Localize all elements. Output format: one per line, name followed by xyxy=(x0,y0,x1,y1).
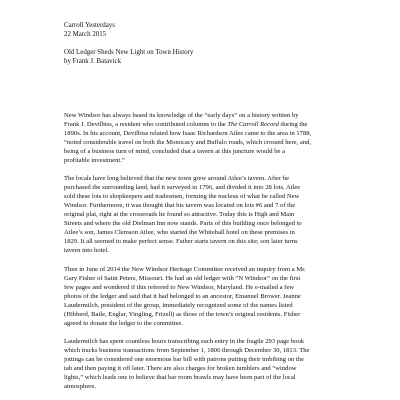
paragraph-2-line: Streets and where the old Dielman Inn now stands. Parts of this building once belonged to xyxy=(64,220,302,227)
paragraph-2-line: Atlee’s son, James Clemson Atlee, who started the Whitehall hotel on these premises in xyxy=(64,229,295,236)
paragraph-3-line: few pages and wondered if this referred to New Windsor, Maryland. He e-mailed a few xyxy=(64,284,295,291)
paragraph-4-line: lights,” which leads one to believe that bar room brawls may have been part of the local xyxy=(64,374,296,381)
byline: by Frank J. Batavick xyxy=(64,58,122,65)
paragraph-1-line: Frank J. Devilbiss, a resident who contributed columns to the The Carroll Record during the xyxy=(64,121,308,128)
paragraph-1-line: “noted considerable travel on both the Monocacy and Buffalo roads, which crossed here, and, xyxy=(64,139,312,146)
paragraph-3-line: Gary Fisher of Saint Peters, Missouri. He had an old ledger with “N Windsor” on the first xyxy=(64,275,301,282)
paragraph-4-line: tab and then paying it off later. There are also charges for broken tumblers and “window xyxy=(64,365,297,372)
paragraph-3-line: (Hibberd, Baile, Englar, Yingling, Frizell) as those of the town’s original residents. Fisher xyxy=(64,311,301,318)
paragraph-4-line: which tracks business transactions from September 1, 1806 through December 30, 1813. The xyxy=(64,347,310,354)
article-title: Old Ledger Sheds New Light on Town History xyxy=(64,49,194,56)
paragraph-1-line: 1890s. In his account, Devilbiss related how Isaac Richardson Atlee came to the area in 1788, xyxy=(64,130,312,137)
paragraph-2-line: sold these lots to shopkeepers and tradesmen, forming the nucleus of what be called New xyxy=(64,193,300,200)
paragraph-2-line: purchased the surrounding land, had it surveyed in 1796, and divided it into 28 lots, Atlee xyxy=(64,184,301,191)
paragraph-4-line: jottings can be considered one enormous bar bill with patrons putting their imbibing on the xyxy=(64,356,304,363)
paragraph-2-line: Windsor. Furthermore, it was thought that his tavern was located on lots #6 and 7 of the xyxy=(64,202,296,209)
paragraph-1-line: New Windsor has always based its knowledge of the “early days” on a history written by xyxy=(64,112,299,119)
paragraph-1-line: profitable investment.” xyxy=(64,157,125,164)
paragraph-2-line: 1829. It all seemed to make perfect sense. Father starts tavern on this site; son later turns xyxy=(64,238,298,245)
paragraph-2-line: original plat, right at the crossroads he found so attractive. Today this is High and Main xyxy=(64,211,295,218)
paragraph-1-line: being of a business turn of mind, concluded that a tavern at this juncture would be a xyxy=(64,148,286,155)
masthead: Carroll Yesterdays xyxy=(64,22,115,29)
paragraph-2-line: The locals have long believed that the new town grew around Atlee’s tavern. After he xyxy=(64,175,290,182)
paragraph-3-line: Laudermilch, president of the group, immediately recognized some of the names listed xyxy=(64,302,293,309)
paragraph-3-line: photos of the ledger and said that it had belonged to an ancestor, Emanuel Brower. Jeanne xyxy=(64,293,301,300)
publication-title: The Carroll Record xyxy=(227,121,279,128)
paragraph-4-line: Laudermilch has spent countless hours transcribing each entry in the fragile 293 page book xyxy=(64,338,305,345)
paragraph-4-line: atmosphere. xyxy=(64,383,97,390)
paragraph-3-line: agreed to donate the ledger to the committee. xyxy=(64,320,184,327)
paragraph-3-line: Then in June of 2014 the New Windsor Heritage Committee received an inquiry from a Mr. xyxy=(64,266,306,273)
paragraph-2-line: tavern into hotel. xyxy=(64,247,109,254)
column-date: 22 March 2015 xyxy=(64,31,107,38)
